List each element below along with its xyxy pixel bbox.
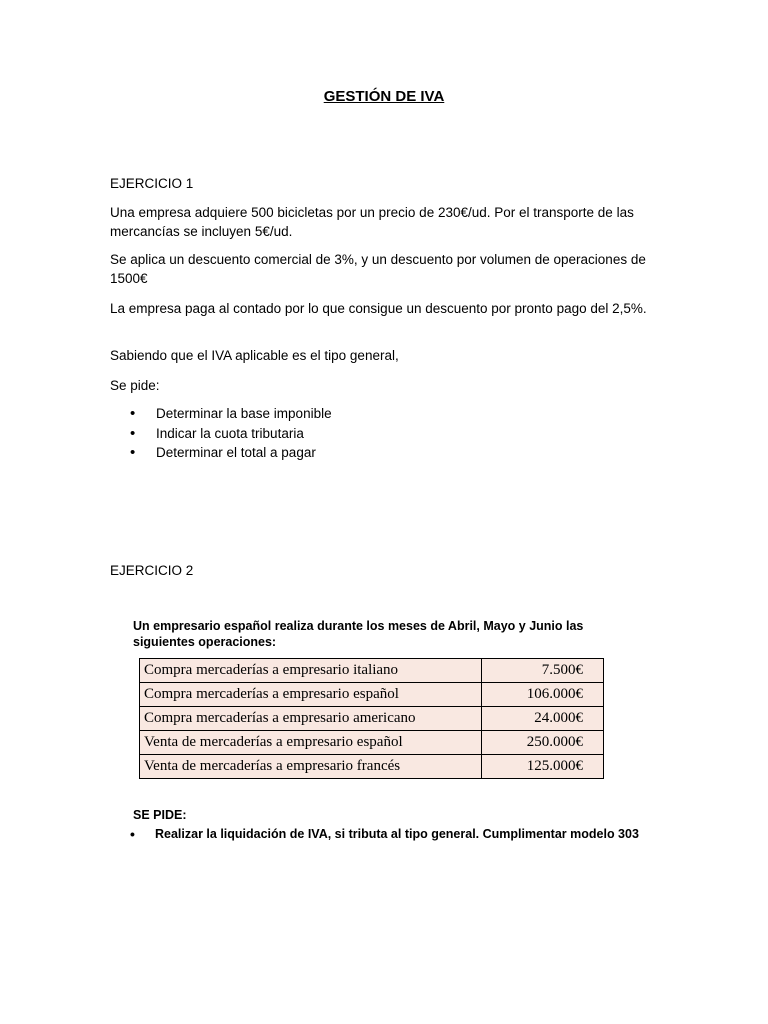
table-row [140, 659, 604, 683]
ejercicio-1-task-list [110, 404, 332, 463]
operation-description: Venta de mercaderías a empresario francés [140, 755, 482, 779]
ejercicio-1-se-pide: Se pide: [110, 378, 160, 393]
ejercicio-1-paragraph-2: Se aplica un descuento comercial de 3%, y un descuento por volumen de operaciones de 1500€ [110, 252, 646, 286]
ejercicio-2-intro: Un empresario español realiza durante los meses de Abril, Mayo y Junio las siguientes operaciones: [133, 619, 584, 649]
table-row [140, 683, 604, 707]
operation-description: Compra mercaderías a empresario español [140, 683, 482, 707]
table-row [140, 707, 604, 731]
ejercicio-1-paragraph-3: La empresa paga al contado por lo que consigue un descuento por pronto pago del 2,5%. [110, 301, 647, 316]
operation-amount: 106.000€ [482, 683, 604, 707]
list-item: • Determinar el total a pagar [110, 443, 332, 463]
operation-description: Compra mercaderías a empresario italiano [140, 659, 482, 683]
operation-description: Compra mercaderías a empresario americano [140, 707, 482, 731]
operation-amount: 250.000€ [482, 731, 604, 755]
ejercicio-1-paragraph-4: Sabiendo que el IVA aplicable es el tipo general, [110, 348, 399, 363]
operation-amount: 7.500€ [482, 659, 604, 683]
list-item: • Realizar la liquidación de IVA, si tributa al tipo general. Cumplimentar modelo 303 [110, 825, 639, 843]
operation-amount: 24.000€ [482, 707, 604, 731]
document-title: GESTIÓN DE IVA [323, 88, 445, 105]
table-row [140, 755, 604, 779]
operations-table [139, 658, 604, 779]
operation-description: Venta de mercaderías a empresario español [140, 731, 482, 755]
ejercicio-1-paragraph-1: Una empresa adquiere 500 bicicletas por un precio de 230€/ud. Por el transporte de las mercancías se incluyen 5€/ud. [110, 205, 634, 239]
ejercicio-2-heading: EJERCICIO 2 [110, 563, 194, 578]
ejercicio-2-task-list [110, 825, 639, 843]
ejercicio-1-heading: EJERCICIO 1 [110, 176, 194, 191]
list-item: • Indicar la cuota tributaria [110, 424, 332, 444]
table-row [140, 731, 604, 755]
ejercicio-2-se-pide: SE PIDE: [133, 808, 187, 822]
operation-amount: 125.000€ [482, 755, 604, 779]
list-item: • Determinar la base imponible [110, 404, 332, 424]
